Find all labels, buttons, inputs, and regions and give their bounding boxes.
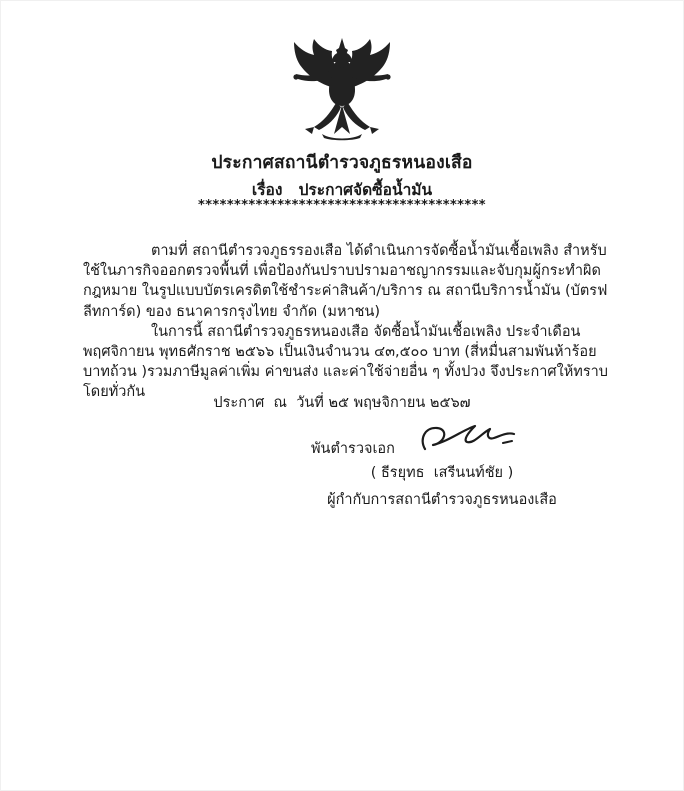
document-body [83,241,609,403]
body-paragraph-1: ตามที่ สถานีตำรวจภูธรรองเสือ ได้ดำเนินการจัดซื้อน้ำมันเชื้อเพลิง สำหรับใช้ในภารกิจออกตรวจพื้นที่ เพื่อป้องกันปราบปรามอาชญากรรมและจับกุมผู้กระทำผิดกฎหมาย ในรูปแบบบัตรเครดิตใช้ชำระค่าสินค้า/บริการ ณ สถานีบริการน้ำมัน (บัตรฟลีทการ์ด) ของ ธนาคารกรุงไทย จำกัด (มหาชน) [83,243,608,320]
document-subject: เรื่อง ประกาศจัดซื้อน้ำมัน [251,181,433,199]
document-title: ประกาศสถานีตำรวจภูธรหนองเสือ [211,153,473,173]
signer-name: ( ธีรยุทธ เสรีนนท์ชัย ) [370,465,514,481]
signature-row [289,413,595,461]
signer-position: ผู้กำกับการสถานีตำรวจภูธรหนองเสือ [327,492,557,508]
garuda-emblem-icon [286,37,398,141]
signature-block [289,413,595,511]
body-paragraph-2: ในการนี้ สถานีตำรวจภูธรหนองเสือ จัดซื้อน้ำมันเชื้อเพลิง ประจำเดือน พฤศจิกายน พุทธศักราช ๒๕๖๖ เป็นเงินจำนวน ๔๓,๕๐๐ บาท (สี่หมื่นสามพันห้าร้อยบาทถ้วน )รวมภาษีมูลค่าเพิ่ม ค่าขนส่ง และค่าใช้จ่ายอื่น ๆ ทั้งปวง จึงประกาศให้ทราบโดยทั่วกัน [83,323,608,401]
handwritten-signature-icon [417,415,521,461]
signer-rank: พันตำรวจเอก [311,441,395,457]
asterisk-divider: **************************************** [198,198,486,213]
announcement-date-line: ประกาศ ณ วันที่ ๒๕ พฤษจิกายน ๒๕๖๗ [213,395,471,411]
